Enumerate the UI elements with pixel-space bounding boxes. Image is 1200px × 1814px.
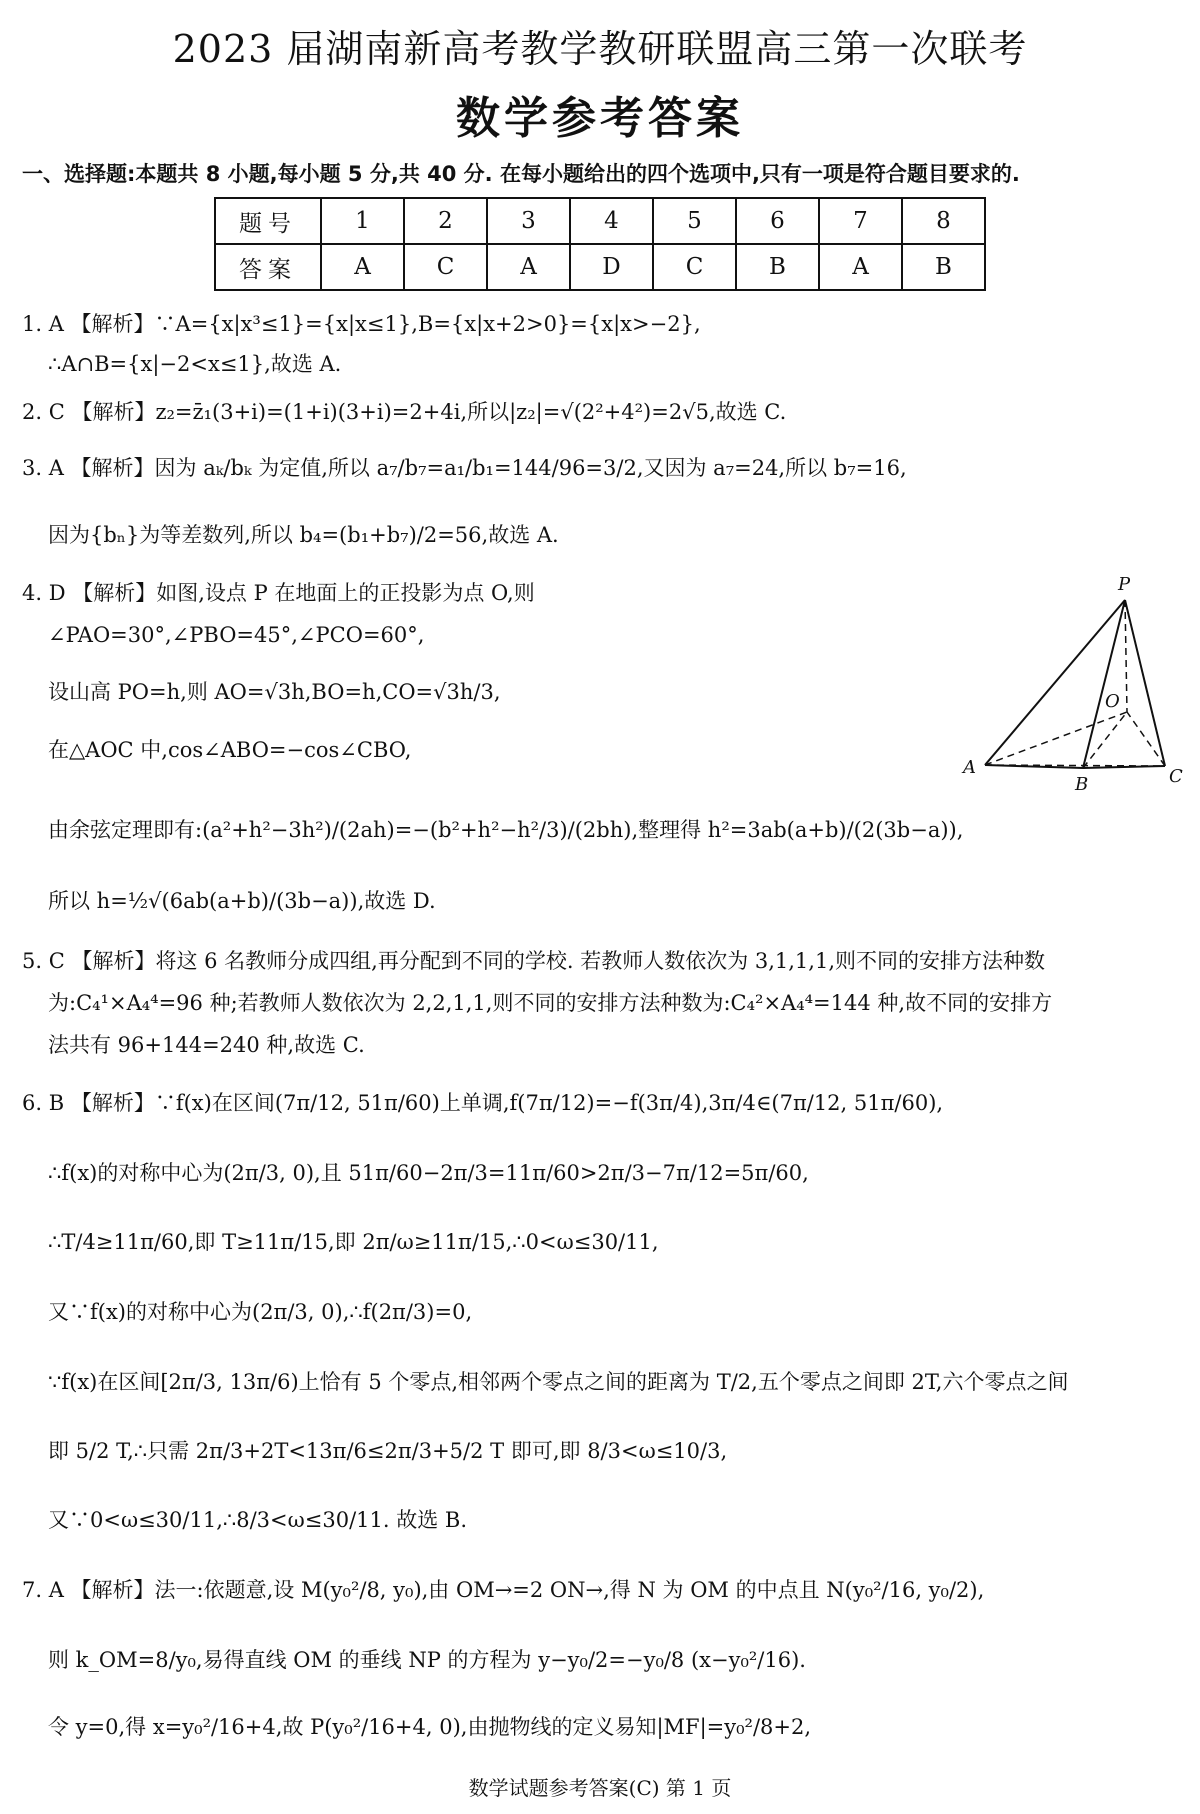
section-heading: 一、选择题:本题共 8 小题,每小题 5 分,共 40 分. 在每小题给出的四个选项中,只有一项是符合题目要求的.: [22, 162, 1020, 186]
label-c: C: [1169, 766, 1183, 787]
answer-table-row-numbers: [215, 198, 985, 244]
solution-line: ∵f(x)在区间[2π/3, 13π/6)上恰有 5 个零点,相邻两个零点之间的距离为 T/2,五个零点之间即 2T,六个零点之间: [48, 1370, 1069, 1394]
table-cell: C: [653, 244, 736, 290]
solution-line: 设山高 PO=h,则 AO=√3h,BO=h,CO=√3h/3,: [48, 680, 501, 704]
table-cell: B: [902, 244, 985, 290]
edge-po: [1125, 600, 1127, 712]
solution-line: ∴A∩B={x|−2<x≤1},故选 A.: [48, 352, 342, 376]
label-b: B: [1075, 774, 1089, 795]
solution-line: 令 y=0,得 x=y₀²/16+4,故 P(y₀²/16+4, 0),由抛物线的定义易知|MF|=y₀²/8+2,: [48, 1715, 812, 1739]
table-cell: A: [487, 244, 570, 290]
table-cell: C: [404, 244, 487, 290]
solution-line: ∴f(x)的对称中心为(2π/3, 0),且 51π/60−2π/3=11π/60>2π/3−7π/12=5π/60,: [48, 1161, 809, 1185]
solution-line: 为:C₄¹×A₄⁴=96 种;若教师人数依次为 2,2,1,1,则不同的安排方法种数为:C₄²×A₄⁴=144 种,故不同的安排方: [48, 991, 1053, 1015]
table-cell: 2: [404, 198, 487, 244]
solution-line: ∠PAO=30°,∠PBO=45°,∠PCO=60°,: [48, 623, 425, 647]
table-cell: 1: [321, 198, 404, 244]
solution-line: 由余弦定理即有:(a²+h²−3h²)/(2ah)=−(b²+h²−h²/3)/(2bh),整理得 h²=3ab(a+b)/(2(3b−a)),: [48, 818, 964, 842]
solution-line: 又∵f(x)的对称中心为(2π/3, 0),∴f(2π/3)=0,: [48, 1300, 473, 1324]
table-cell: 4: [570, 198, 653, 244]
table-cell: 6: [736, 198, 819, 244]
label-o: O: [1105, 691, 1120, 712]
answer-table: [214, 197, 986, 291]
pyramid-figure: [955, 570, 1190, 795]
row-label-number: 题号: [215, 198, 321, 244]
exam-title: 2023 届湖南新高考教学教研联盟高三第一次联考: [172, 27, 1028, 71]
solution-line: 则 k_OM=8/y₀,易得直线 OM 的垂线 NP 的方程为 y−y₀/2=−y₀/8 (x−y₀²/16).: [48, 1648, 806, 1672]
solution-line: 因为{bₙ}为等差数列,所以 b₄=(b₁+b₇)/2=56,故选 A.: [48, 523, 559, 547]
row-label-answer: 答案: [215, 244, 321, 290]
table-cell: 7: [819, 198, 902, 244]
table-cell: A: [819, 244, 902, 290]
page-subtitle: 数学参考答案: [456, 93, 744, 144]
solution-line: 法共有 96+144=240 种,故选 C.: [48, 1033, 365, 1057]
answer-table-row-answers: [215, 244, 985, 290]
solution-line: 所以 h=½√(6ab(a+b)/(3b−a)),故选 D.: [48, 889, 436, 913]
table-cell: 5: [653, 198, 736, 244]
solution-line: 5. C 【解析】将这 6 名教师分成四组,再分配到不同的学校. 若教师人数依次为 3,1,1,1,则不同的安排方法种数: [22, 949, 1046, 973]
table-cell: 3: [487, 198, 570, 244]
solution-line: ∴T/4≥11π/60,即 T≥11π/15,即 2π/ω≥11π/15,∴0<ω≤30/11,: [48, 1230, 659, 1254]
solution-line: 3. A 【解析】因为 aₖ/bₖ 为定值,所以 a₇/b₇=a₁/b₁=144/96=3/2,又因为 a₇=24,所以 b₇=16,: [22, 456, 907, 480]
solution-line: 7. A 【解析】法一:依题意,设 M(y₀²/8, y₀),由 OM→=2 ON→,得 N 为 OM 的中点且 N(y₀²/16, y₀/2),: [22, 1578, 985, 1602]
table-cell: 8: [902, 198, 985, 244]
solution-line: 即 5/2 T,∴只需 2π/3+2T<13π/6≤2π/3+5/2 T 即可,即 8/3<ω≤10/3,: [48, 1439, 728, 1463]
table-cell: D: [570, 244, 653, 290]
page-footer: 数学试题参考答案(C) 第 1 页: [468, 1776, 732, 1800]
solution-line: 又∵0<ω≤30/11,∴8/3<ω≤30/11. 故选 B.: [48, 1508, 467, 1532]
solution-line: 4. D 【解析】如图,设点 P 在地面上的正投影为点 O,则: [22, 581, 535, 605]
edge-pc: [1125, 600, 1165, 766]
solution-line: 1. A 【解析】∵A={x|x³≤1}={x|x≤1},B={x|x+2>0}={x|x>−2},: [22, 312, 701, 336]
table-cell: B: [736, 244, 819, 290]
table-cell: A: [321, 244, 404, 290]
solution-line: 2. C 【解析】z₂=z̄₁(3+i)=(1+i)(3+i)=2+4i,所以|z₂|=√(2²+4²)=2√5,故选 C.: [22, 400, 787, 424]
solution-line: 6. B 【解析】∵f(x)在区间(7π/12, 51π/60)上单调,f(7π/12)=−f(3π/4),3π/4∈(7π/12, 51π/60),: [22, 1091, 944, 1115]
label-a: A: [963, 757, 976, 778]
solution-line: 在△AOC 中,cos∠ABO=−cos∠CBO,: [48, 738, 412, 762]
label-p: P: [1118, 574, 1131, 595]
